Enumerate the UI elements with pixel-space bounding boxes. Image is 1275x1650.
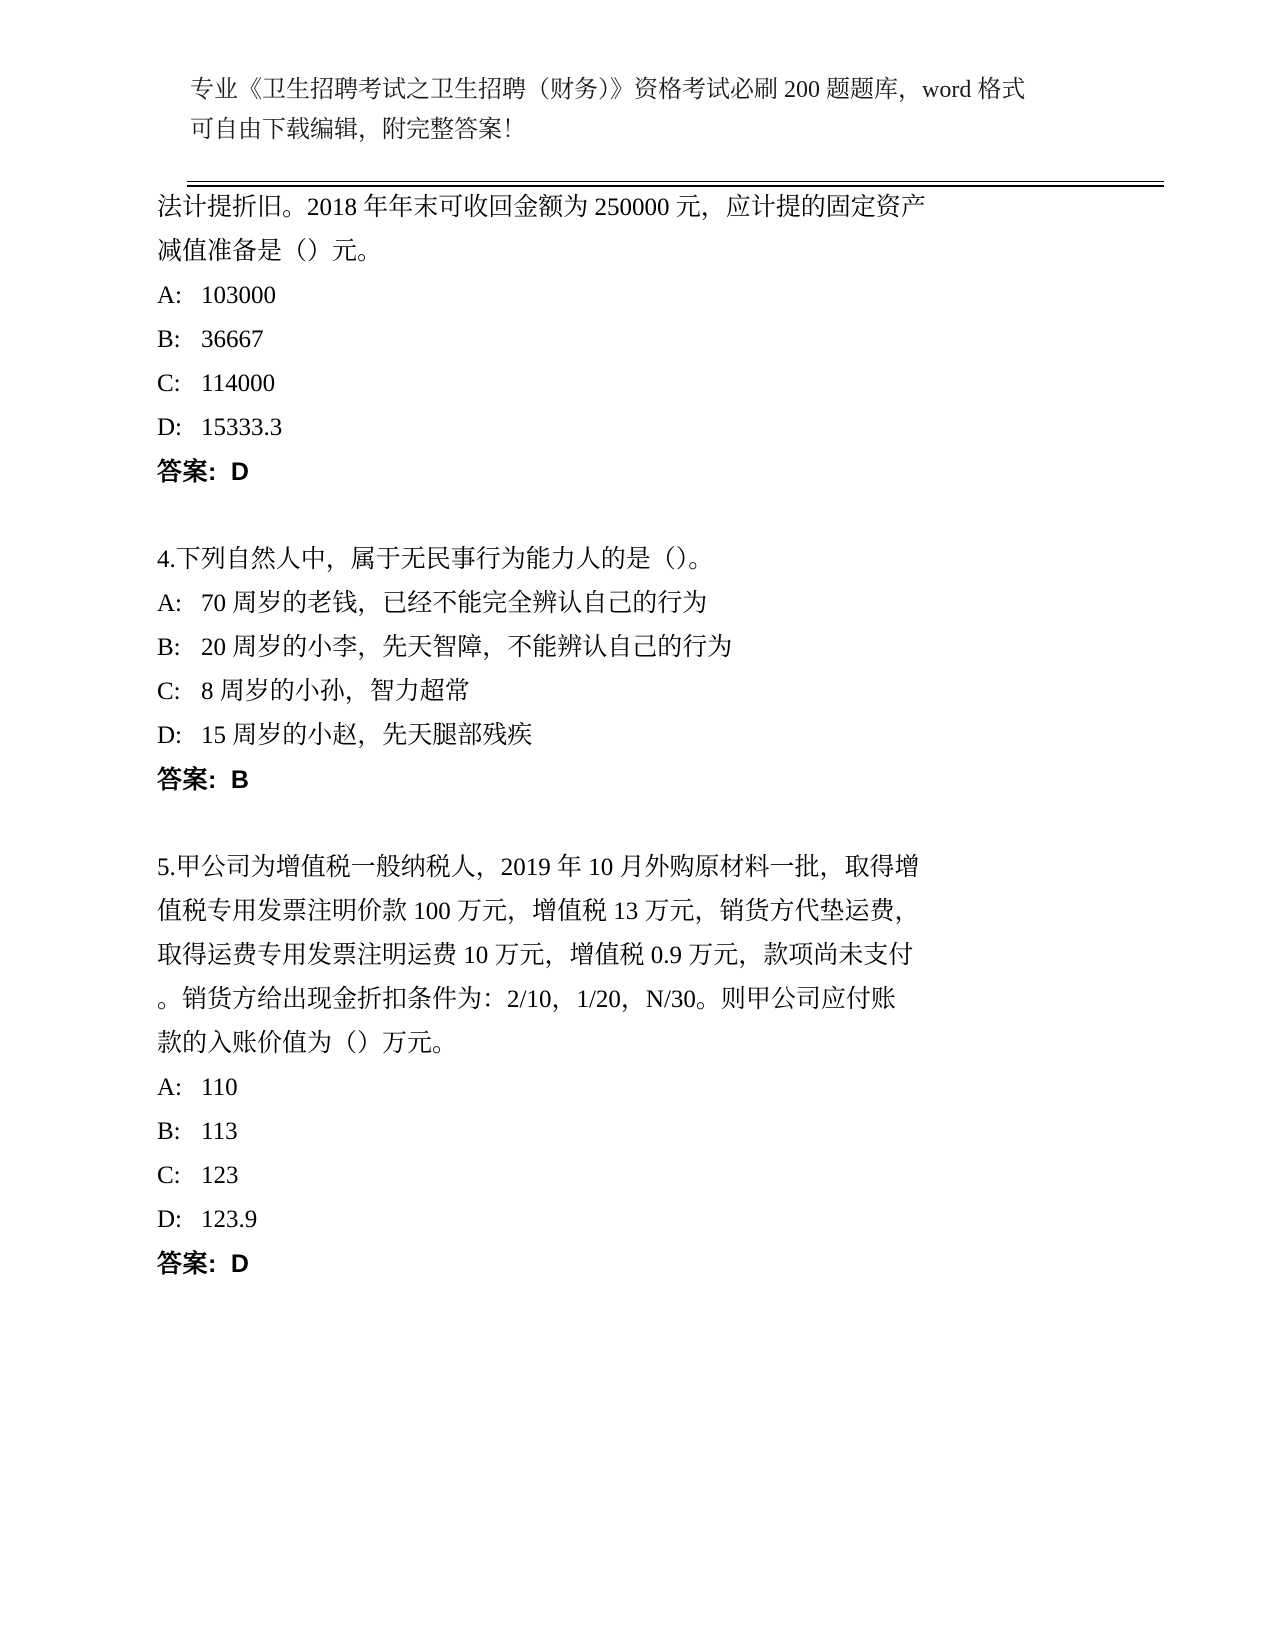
option-row-b bbox=[157, 626, 1117, 670]
option-row-a bbox=[157, 1066, 1117, 1110]
stem-line: 4.下列自然人中，属于无民事行为能力人的是（）。 bbox=[157, 546, 714, 573]
option-row-d bbox=[157, 1198, 1117, 1242]
option-row-b bbox=[157, 1110, 1117, 1154]
option-label: C: bbox=[157, 370, 181, 397]
option-text: 103000 bbox=[201, 282, 276, 309]
header-title-line-2: 可自由下载编辑，附完整答案！ bbox=[190, 117, 526, 143]
option-row-c bbox=[157, 1154, 1117, 1198]
question-3-continuation bbox=[157, 186, 1117, 494]
option-row-c bbox=[157, 362, 1117, 406]
option-row-a bbox=[157, 582, 1117, 626]
option-text: 113 bbox=[201, 1118, 238, 1145]
stem-line: 取得运费专用发票注明运费 10 万元，增值税 0.9 万元，款项尚未支付 bbox=[157, 942, 914, 969]
option-label: C: bbox=[157, 678, 181, 705]
question-4 bbox=[157, 538, 1117, 802]
option-text: 123.9 bbox=[201, 1206, 258, 1233]
option-label: B: bbox=[157, 1118, 181, 1145]
answer-row bbox=[157, 1242, 1117, 1286]
option-text: 123 bbox=[201, 1162, 239, 1189]
option-text: 15333.3 bbox=[201, 414, 283, 441]
option-row-a bbox=[157, 274, 1117, 318]
answer-label: 答案: bbox=[157, 458, 217, 486]
option-text: 15 周岁的小赵，先天腿部残疾 bbox=[201, 722, 533, 749]
header-title-line-1: 专业《卫生招聘考试之卫生招聘（财务）》资格考试必刷 200 题题库，word 格式 bbox=[190, 77, 1026, 103]
option-text: 110 bbox=[201, 1074, 238, 1101]
answer-value: D bbox=[230, 1250, 249, 1278]
answer-row bbox=[157, 450, 1117, 494]
option-label: C: bbox=[157, 1162, 181, 1189]
answer-value: D bbox=[230, 458, 249, 486]
question-5 bbox=[157, 846, 1117, 1286]
option-row-d bbox=[157, 714, 1117, 758]
answer-value: B bbox=[230, 766, 249, 794]
stem-line: 法计提折旧。2018 年年末可收回金额为 250000 元，应计提的固定资产 bbox=[157, 194, 926, 221]
stem-line: 款的入账价值为（）万元。 bbox=[157, 1030, 458, 1057]
option-row-d bbox=[157, 406, 1117, 450]
stem-line: 值税专用发票注明价款 100 万元，增值税 13 万元，销货方代垫运费， bbox=[157, 898, 920, 925]
option-label: D: bbox=[157, 1206, 182, 1233]
option-label: A: bbox=[157, 282, 182, 309]
page-header bbox=[190, 70, 1130, 150]
document-body bbox=[157, 186, 1117, 1286]
option-text: 36667 bbox=[201, 326, 264, 353]
option-row-c bbox=[157, 670, 1117, 714]
option-text: 8 周岁的小孙，智力超常 bbox=[201, 678, 470, 705]
option-label: D: bbox=[157, 722, 182, 749]
answer-row bbox=[157, 758, 1117, 802]
option-text: 20 周岁的小李，先天智障，不能辨认自己的行为 bbox=[201, 634, 733, 661]
stem-line: 5.甲公司为增值税一般纳税人，2019 年 10 月外购原材料一批，取得增 bbox=[157, 854, 920, 881]
answer-label: 答案: bbox=[157, 766, 217, 794]
option-label: A: bbox=[157, 1074, 182, 1101]
stem-line: 。销货方给出现金折扣条件为：2/10，1/20，N/30。则甲公司应付账 bbox=[157, 986, 896, 1013]
option-label: B: bbox=[157, 326, 181, 353]
stem-line: 减值准备是（）元。 bbox=[157, 238, 383, 265]
option-text: 114000 bbox=[201, 370, 276, 397]
option-text: 70 周岁的老钱，已经不能完全辨认自己的行为 bbox=[201, 590, 708, 617]
answer-label: 答案: bbox=[157, 1250, 217, 1278]
option-label: A: bbox=[157, 590, 182, 617]
option-row-b bbox=[157, 318, 1117, 362]
option-label: D: bbox=[157, 414, 182, 441]
option-label: B: bbox=[157, 634, 181, 661]
